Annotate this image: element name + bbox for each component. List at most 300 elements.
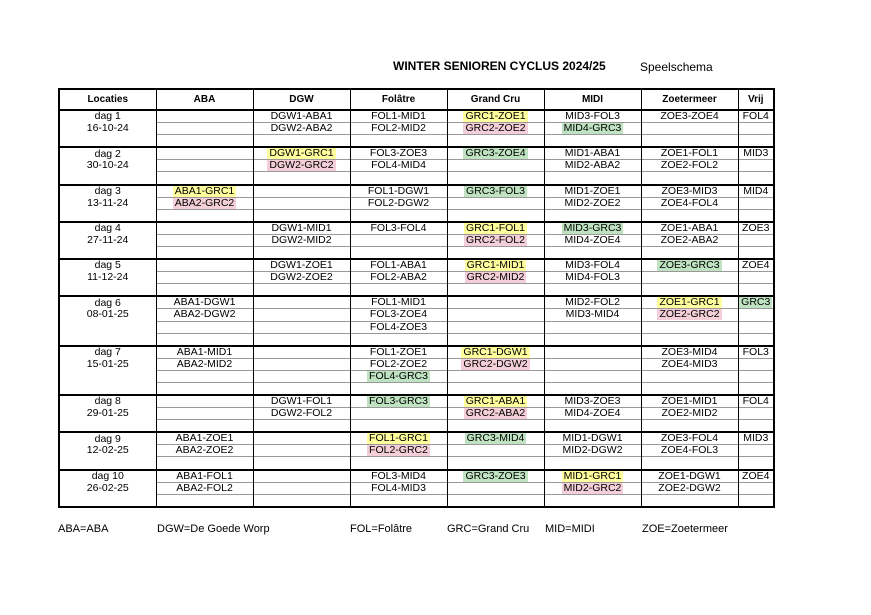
match-cell (641, 321, 738, 333)
legend-fol: FOL=Folâtre (350, 523, 413, 535)
match-label: MID3-GRC3 (563, 221, 622, 234)
match-cell (253, 110, 350, 123)
match-cell (447, 408, 544, 420)
day-cell-empty (59, 284, 156, 297)
table-row (59, 370, 774, 382)
header-row (59, 89, 774, 110)
day-date: 16-10-24 (59, 123, 156, 135)
match-cell (738, 147, 774, 160)
match-cell (156, 358, 253, 370)
match-cell (350, 457, 447, 470)
match-label: FOL3-GRC3 (369, 395, 428, 408)
match-cell (350, 259, 447, 272)
match-cell (253, 395, 350, 408)
match-label: FOL1-MID1 (371, 110, 426, 123)
match-cell (156, 432, 253, 445)
match-cell (253, 272, 350, 284)
match-cell (253, 333, 350, 346)
match-cell (544, 234, 641, 246)
match-label: GRC3-MID4 (466, 432, 525, 445)
day-label: dag 2 (59, 147, 156, 160)
match-label: ZOE3-MID3 (661, 184, 718, 197)
match-cell (641, 135, 738, 148)
match-cell (253, 370, 350, 382)
table-row (59, 160, 774, 172)
match-cell (641, 259, 738, 272)
match-label: MID1-GRC1 (563, 469, 622, 482)
match-cell (738, 284, 774, 297)
match-cell (544, 110, 641, 123)
match-label: ABA2-ZOE2 (175, 444, 234, 457)
match-cell (641, 346, 738, 359)
match-cell (253, 197, 350, 209)
match-cell (156, 395, 253, 408)
match-label: GRC3 (741, 296, 771, 309)
match-cell (253, 494, 350, 507)
match-label: FOL1-ZOE1 (369, 345, 428, 358)
match-label: MID2-ABA2 (564, 159, 621, 172)
match-cell (544, 147, 641, 160)
match-label: FOL2-GRC2 (369, 444, 428, 457)
match-cell (544, 246, 641, 259)
col-header-zoetermeer: Zoetermeer (641, 89, 738, 110)
match-label: DGW2-GRC2 (269, 159, 334, 172)
match-label: DGW1-GRC1 (269, 147, 334, 160)
match-cell (544, 172, 641, 185)
match-cell (641, 296, 738, 309)
match-cell (156, 457, 253, 470)
match-cell (156, 333, 253, 346)
match-cell (447, 246, 544, 259)
match-label: MID1-ABA1 (564, 147, 621, 160)
match-cell (641, 123, 738, 135)
match-cell (738, 110, 774, 123)
match-cell (738, 296, 774, 309)
match-label: ABA1-ZOE1 (175, 432, 234, 445)
match-cell (738, 420, 774, 433)
match-cell (738, 470, 774, 483)
match-label: ZOE4-FOL4 (660, 197, 719, 209)
match-cell (350, 370, 447, 382)
table-row (59, 197, 774, 209)
match-cell (350, 135, 447, 148)
table-row (59, 333, 774, 346)
match-cell (738, 382, 774, 395)
legend-aba: ABA=ABA (58, 523, 109, 535)
match-cell (641, 420, 738, 433)
match-cell (641, 408, 738, 420)
match-cell (253, 160, 350, 172)
day-cell-empty (59, 209, 156, 222)
match-label: MID2-ZOE2 (564, 197, 621, 209)
match-label: MID3-ZOE3 (564, 395, 621, 408)
match-cell (447, 432, 544, 445)
day-cell-empty (59, 420, 156, 433)
day-cell-empty (59, 246, 156, 259)
day-cell-empty (59, 321, 156, 333)
match-cell (447, 222, 544, 235)
match-label: FOL2-ABA2 (370, 271, 427, 284)
match-cell (544, 333, 641, 346)
match-label: FOL3 (742, 345, 769, 358)
col-header-aba: ABA (156, 89, 253, 110)
match-label: ZOE1-GRC1 (659, 296, 720, 309)
match-label: GRC1-DGW1 (463, 345, 528, 358)
match-label: ZOE2-GRC2 (659, 308, 720, 321)
col-header-grand-cru: Grand Cru (447, 89, 544, 110)
match-cell (253, 420, 350, 433)
match-label: ZOE2-DGW2 (658, 482, 721, 494)
match-cell (544, 209, 641, 222)
match-cell (544, 272, 641, 284)
match-label: ABA2-GRC2 (174, 197, 235, 209)
match-cell (253, 147, 350, 160)
day-cell-empty (59, 457, 156, 470)
match-cell (641, 333, 738, 346)
match-label: GRC1-ZOE1 (465, 110, 526, 123)
legend-zoe: ZOE=Zoetermeer (642, 523, 728, 535)
match-cell (641, 185, 738, 198)
day-label: dag 3 (59, 185, 156, 198)
table-row (59, 147, 774, 160)
day-date: 12-02-25 (59, 445, 156, 457)
match-label: FOL1-MID1 (371, 296, 426, 309)
match-cell (156, 420, 253, 433)
match-cell (738, 309, 774, 321)
match-label: FOL3-MID4 (371, 469, 426, 482)
table-row (59, 408, 774, 420)
match-label: GRC3-FOL3 (466, 184, 525, 197)
match-cell (447, 321, 544, 333)
match-cell (156, 197, 253, 209)
table-row (59, 110, 774, 123)
day-label: dag 5 (59, 259, 156, 272)
match-cell (253, 309, 350, 321)
day-label: dag 7 (59, 346, 156, 359)
match-cell (641, 209, 738, 222)
day-date: 08-01-25 (59, 309, 156, 321)
match-cell (156, 234, 253, 246)
match-cell (738, 370, 774, 382)
day-date: 15-01-25 (59, 358, 156, 370)
col-header-dgw: DGW (253, 89, 350, 110)
match-label: ABA1-FOL1 (176, 469, 233, 482)
match-cell (738, 408, 774, 420)
match-cell (447, 160, 544, 172)
match-label: FOL3-ZOE3 (369, 147, 428, 160)
match-cell (738, 445, 774, 457)
match-cell (350, 160, 447, 172)
match-cell (447, 147, 544, 160)
day-label: dag 4 (59, 222, 156, 235)
match-label: GRC2-ABA2 (465, 407, 526, 420)
match-label: ZOE2-ABA2 (660, 234, 719, 246)
match-cell (447, 110, 544, 123)
match-cell (641, 197, 738, 209)
match-cell (253, 346, 350, 359)
match-cell (350, 147, 447, 160)
match-cell (641, 445, 738, 457)
match-cell (253, 482, 350, 494)
match-cell (447, 135, 544, 148)
match-label: ZOE3-MID4 (661, 345, 718, 358)
match-cell (641, 284, 738, 297)
match-cell (156, 185, 253, 198)
day-cell-empty (59, 494, 156, 507)
match-label: ZOE3 (742, 221, 770, 234)
match-cell (253, 457, 350, 470)
match-cell (447, 370, 544, 382)
match-cell (738, 209, 774, 222)
day-date: 29-01-25 (59, 408, 156, 420)
match-label: ABA1-MID1 (176, 345, 233, 358)
match-cell (156, 370, 253, 382)
match-cell (641, 382, 738, 395)
match-cell (253, 382, 350, 395)
match-cell (738, 272, 774, 284)
match-label: FOL4-MID3 (371, 482, 426, 494)
match-cell (253, 172, 350, 185)
match-label: ZOE4-FOL3 (660, 444, 719, 457)
match-cell (738, 123, 774, 135)
match-cell (544, 296, 641, 309)
match-cell (738, 246, 774, 259)
table-row (59, 296, 774, 309)
table-row (59, 123, 774, 135)
match-cell (350, 272, 447, 284)
match-label: ZOE2-FOL2 (660, 159, 719, 172)
match-cell (447, 209, 544, 222)
match-cell (641, 370, 738, 382)
match-cell (156, 382, 253, 395)
match-cell (447, 234, 544, 246)
day-label: dag 10 (59, 470, 156, 483)
match-label: ABA1-DGW1 (173, 296, 236, 309)
match-label: ZOE3-ZOE4 (660, 110, 719, 123)
match-label: DGW1-MID1 (271, 221, 332, 234)
match-cell (641, 494, 738, 507)
match-cell (156, 470, 253, 483)
match-label: MID4-GRC3 (563, 122, 622, 135)
match-label: GRC2-ZOE2 (465, 122, 526, 135)
match-cell (447, 382, 544, 395)
match-cell (447, 259, 544, 272)
match-label: MID3-MID4 (565, 308, 620, 321)
match-cell (350, 246, 447, 259)
match-label: FOL2-DGW2 (367, 197, 430, 209)
table-row (59, 420, 774, 433)
table-row (59, 445, 774, 457)
match-label: ABA1-GRC1 (174, 184, 235, 197)
match-label: ZOE1-FOL1 (660, 147, 719, 160)
table-row (59, 284, 774, 297)
match-cell (253, 296, 350, 309)
match-cell (350, 333, 447, 346)
match-cell (350, 209, 447, 222)
schedule-table (58, 88, 775, 508)
match-label: ABA2-MID2 (176, 358, 233, 370)
match-label: MID4-ZOE4 (564, 234, 621, 246)
table-row (59, 185, 774, 198)
match-cell (641, 147, 738, 160)
match-cell (738, 222, 774, 235)
match-cell (350, 222, 447, 235)
legend-dgw: DGW=De Goede Worp (157, 523, 270, 535)
match-cell (350, 185, 447, 198)
match-label: FOL3-FOL4 (370, 221, 427, 234)
match-cell (156, 172, 253, 185)
day-date: 11-12-24 (59, 272, 156, 284)
match-cell (447, 494, 544, 507)
match-label: FOL1-DGW1 (367, 184, 430, 197)
match-label: MID3-FOL4 (565, 259, 620, 272)
match-cell (544, 197, 641, 209)
match-label: MID4 (743, 184, 769, 197)
match-cell (641, 457, 738, 470)
match-cell (544, 432, 641, 445)
day-cell-empty (59, 135, 156, 148)
table-row (59, 494, 774, 507)
match-cell (156, 272, 253, 284)
match-label: MID3 (743, 147, 769, 160)
match-cell (544, 284, 641, 297)
match-cell (544, 382, 641, 395)
match-cell (738, 185, 774, 198)
match-cell (156, 296, 253, 309)
col-header-midi: MIDI (544, 89, 641, 110)
match-cell (447, 358, 544, 370)
match-label: GRC1-ABA1 (465, 395, 526, 408)
match-cell (350, 234, 447, 246)
legend-mid: MID=MIDI (545, 523, 595, 535)
match-cell (544, 160, 641, 172)
match-cell (447, 309, 544, 321)
match-cell (156, 284, 253, 297)
match-cell (544, 445, 641, 457)
match-cell (641, 358, 738, 370)
match-label: ABA2-DGW2 (173, 308, 236, 321)
match-label: FOL3-ZOE4 (369, 308, 428, 321)
match-cell (738, 259, 774, 272)
match-cell (350, 420, 447, 433)
match-label: ZOE2-MID2 (661, 407, 718, 420)
match-cell (447, 482, 544, 494)
match-label: MID1-DGW1 (562, 432, 623, 445)
page-title: WINTER SENIOREN CYCLUS 2024/25 (393, 59, 606, 73)
match-cell (641, 160, 738, 172)
match-label: FOL4 (742, 395, 769, 408)
match-label: DGW2-ZOE2 (270, 271, 333, 284)
match-cell (738, 234, 774, 246)
match-cell (738, 395, 774, 408)
match-cell (544, 370, 641, 382)
match-cell (544, 420, 641, 433)
match-label: DGW2-MID2 (271, 234, 332, 246)
match-cell (738, 321, 774, 333)
match-cell (350, 382, 447, 395)
match-cell (641, 222, 738, 235)
table-row (59, 246, 774, 259)
day-cell-empty (59, 333, 156, 346)
match-cell (253, 445, 350, 457)
day-label: dag 9 (59, 432, 156, 445)
match-cell (544, 457, 641, 470)
match-cell (447, 197, 544, 209)
match-cell (350, 395, 447, 408)
match-cell (447, 457, 544, 470)
match-cell (156, 209, 253, 222)
match-cell (447, 296, 544, 309)
match-label: GRC2-DGW2 (463, 358, 528, 370)
match-cell (350, 296, 447, 309)
day-label: dag 8 (59, 395, 156, 408)
match-label: MID4-FOL3 (565, 271, 620, 284)
table-row (59, 234, 774, 246)
match-cell (544, 346, 641, 359)
table-row (59, 259, 774, 272)
match-label: ZOE3-GRC3 (659, 259, 720, 272)
match-cell (738, 197, 774, 209)
col-header-vrij: Vrij (738, 89, 774, 110)
match-cell (544, 470, 641, 483)
match-cell (738, 160, 774, 172)
match-cell (156, 309, 253, 321)
match-cell (544, 185, 641, 198)
match-label: MID3 (743, 432, 769, 445)
table-row (59, 395, 774, 408)
match-cell (350, 432, 447, 445)
table-row (59, 482, 774, 494)
match-cell (544, 321, 641, 333)
match-label: GRC3-ZOE4 (465, 147, 526, 160)
match-cell (156, 222, 253, 235)
match-cell (447, 185, 544, 198)
match-cell (447, 395, 544, 408)
day-cell-empty (59, 370, 156, 382)
match-label: ZOE4 (742, 259, 770, 272)
match-cell (544, 358, 641, 370)
match-label: FOL2-ZOE2 (369, 358, 428, 370)
day-date: 30-10-24 (59, 160, 156, 172)
match-cell (253, 432, 350, 445)
match-cell (544, 222, 641, 235)
match-label: ZOE1-MID1 (661, 395, 718, 408)
match-cell (156, 246, 253, 259)
match-cell (156, 482, 253, 494)
match-cell (447, 272, 544, 284)
match-cell (641, 246, 738, 259)
col-header-locaties: Locaties (59, 89, 156, 110)
match-label: ZOE4-MID3 (661, 358, 718, 370)
match-cell (544, 309, 641, 321)
day-date: 27-11-24 (59, 234, 156, 246)
table-row (59, 432, 774, 445)
match-cell (253, 209, 350, 222)
match-cell (253, 123, 350, 135)
table-row (59, 346, 774, 359)
schedule-body (59, 110, 774, 507)
page-subtitle: Speelschema (640, 60, 713, 74)
match-cell (738, 457, 774, 470)
match-cell (156, 123, 253, 135)
match-cell (253, 408, 350, 420)
match-cell (544, 482, 641, 494)
match-cell (641, 470, 738, 483)
legend-grc: GRC=Grand Cru (447, 523, 530, 535)
day-label: dag 1 (59, 110, 156, 123)
match-cell (544, 408, 641, 420)
match-cell (641, 234, 738, 246)
